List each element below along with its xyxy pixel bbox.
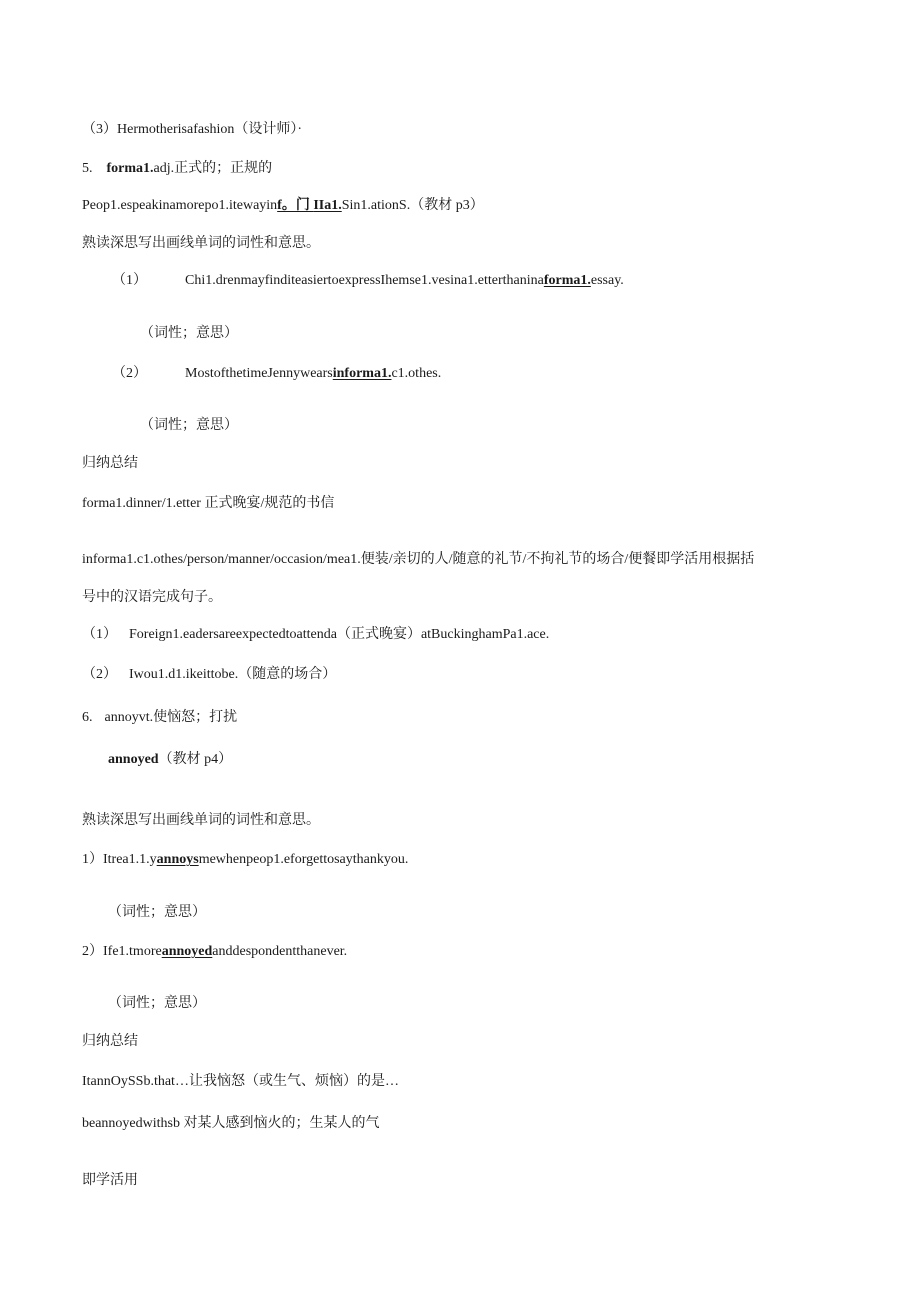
exercise-item: （2） MostofthetimeJennywearsinforma1.c1.othes. <box>112 366 442 381</box>
exercise-item: （1） Chi1.drenmayfinditeasiertoexpressIhemse1.vesina1.etterthaninaforma1.essay. <box>112 273 624 288</box>
instruction: 熟读深思写出画线单词的词性和意思。 <box>82 813 320 828</box>
answer-placeholder: （词性；意思） <box>140 326 238 341</box>
summary-line: informa1.c1.othes/person/manner/occasion/mea1.便装/亲切的人/随意的礼节/不拘礼节的场合/便餐即学活用根据括 <box>82 552 755 567</box>
item-heading-formal: 5. forma1.adj.正式的；正规的 <box>82 161 273 176</box>
answer-placeholder: （词性；意思） <box>108 996 206 1011</box>
exercise-item: 2）Ife1.tmoreannoyedanddespondentthanever. <box>82 944 348 959</box>
summary-line: beannoyedwithsb 对某人感到恼火的；生某人的气 <box>82 1116 380 1131</box>
summary-line: 号中的汉语完成句子。 <box>82 590 222 605</box>
example-sentence: Peop1.espeakinamorepo1.itewayinf。门 IIa1.Sin1.ationS.（教材 p3） <box>82 198 484 213</box>
exercise-item: （1） Foreign1.eadersareexpectedtoattenda（正式晚宴）atBuckinghamPa1.ace. <box>82 627 550 642</box>
text-line: （3）Hermotherisafashion（设计师）· <box>82 122 303 137</box>
instruction: 熟读深思写出画线单词的词性和意思。 <box>82 236 320 251</box>
summary-line: ItannOySSb.that…让我恼怒（或生气、烦恼）的是… <box>82 1074 399 1089</box>
item-heading-annoy: 6. annoyvt.使恼怒；打扰 <box>82 710 238 725</box>
answer-placeholder: （词性；意思） <box>140 418 238 433</box>
section-label: 即学活用 <box>82 1173 138 1188</box>
exercise-item: 1）Itrea1.1.yannoysmewhenpeop1.eforgettosaythankyou. <box>82 852 409 867</box>
summary-line: forma1.dinner/1.etter 正式晚宴/规范的书信 <box>82 496 335 511</box>
answer-placeholder: （词性；意思） <box>108 905 206 920</box>
section-label: 归纳总结 <box>82 1034 138 1049</box>
exercise-item: （2） Iwou1.d1.ikeittobe.（随意的场合） <box>82 667 337 682</box>
example-word: annoyed（教材 p4） <box>108 752 233 767</box>
section-label: 归纳总结 <box>82 456 138 471</box>
